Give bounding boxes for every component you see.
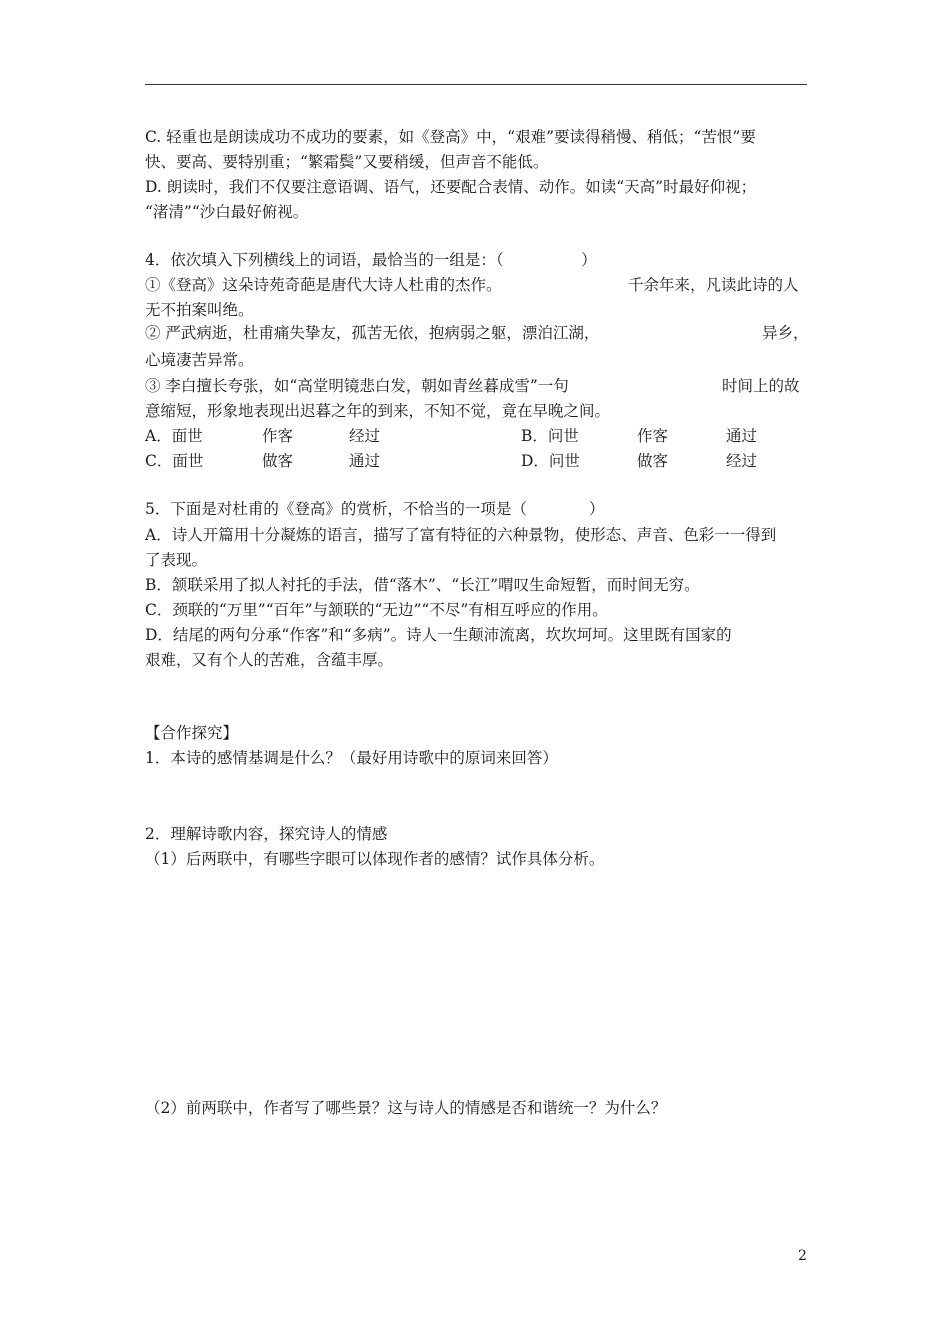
coop-heading: 【合作探究】 <box>145 724 239 742</box>
q4-sentence1-part2: 千余年来，凡读此诗的人 <box>628 276 799 294</box>
q4-sentence2-line2: 心境凄苦异常。 <box>145 351 254 369</box>
q5-option-d-line2: 艰难，又有个人的苦难，含蕴丰厚。 <box>145 651 394 669</box>
coop-question-2: 2．理解诗歌内容，探究诗人的情感 <box>145 825 388 843</box>
q5-option-a-line1: A．诗人开篇用十分凝炼的语言，描写了富有特征的六种景物，使形态、声音、色彩一一得到 <box>145 526 777 544</box>
q4-option-d-word2: 做客 <box>637 452 669 470</box>
q4-sentence1-part1: ①《登高》这朵诗苑奇葩是唐代大诗人杜甫的杰作。 <box>145 276 502 294</box>
page-number: 2 <box>798 1248 807 1264</box>
q3-option-c-line1: C. 轻重也是朗读成功不成功的要素，如《登高》中，“艰难”要读得稍慢、稍低；“苦恨”要 <box>145 128 756 146</box>
q4-option-d-label: D．问世 <box>521 452 580 470</box>
q4-option-a-label: A．面世 <box>145 427 203 445</box>
q4-sentence3-part2: 时间上的故 <box>722 377 800 395</box>
q4-option-c-word2: 做客 <box>262 452 294 470</box>
coop-question-2-2: （2）前两联中，作者写了哪些景？这与诗人的情感是否和谐统一？为什么？ <box>145 1099 667 1117</box>
q4-sentence3-line2: 意缩短，形象地表现出迟暮之年的到来，不知不觉，竟在早晚之间。 <box>145 402 611 420</box>
q4-option-b-word3: 通过 <box>726 427 758 445</box>
q4-sentence2-part1: ② 严武病逝，杜甫痛失挚友，孤苦无依，抱病弱之躯，漂泊江湖， <box>145 324 600 342</box>
q4-option-b-word2: 作客 <box>637 427 669 445</box>
q4-stem: 4．依次填入下列横线上的词语，最恰当的一组是：（ ） <box>145 251 597 269</box>
q5-option-a-line2: 了表现。 <box>145 551 208 569</box>
q4-option-c-word3: 通过 <box>349 452 381 470</box>
header-rule <box>145 84 807 85</box>
q5-option-b: B．颔联采用了拟人衬托的手法，借“落木”、“长江”喟叹生命短暂，而时间无穷。 <box>145 576 700 594</box>
q4-option-a-word2: 作客 <box>262 427 294 445</box>
q3-option-d-line2: “渚清”“沙白最好俯视。 <box>145 203 309 221</box>
q4-option-d-word3: 经过 <box>726 452 758 470</box>
q4-option-c-label: C．面世 <box>145 452 204 470</box>
q3-option-d-line1: D. 朗读时，我们不仅要注意语调、语气，还要配合表情、动作。如读“天高”时最好仰视； <box>145 178 757 196</box>
q4-sentence1-line2: 无不拍案叫绝。 <box>145 301 254 319</box>
q5-option-c: C．颈联的“万里”“百年”与颔联的“无边”“不尽”有相互呼应的作用。 <box>145 601 608 619</box>
q4-option-b-label: B．问世 <box>521 427 579 445</box>
q4-option-a-word3: 经过 <box>349 427 381 445</box>
q5-stem: 5．下面是对杜甫的《登高》的赏析，不恰当的一项是（ ） <box>145 500 605 518</box>
q5-option-d-line1: D．结尾的两句分承“作客”和“多病”。诗人一生颠沛流离，坎坎坷坷。这里既有国家的 <box>145 626 732 644</box>
coop-question-1: 1．本诗的感情基调是什么？（最好用诗歌中的原词来回答） <box>145 749 558 767</box>
q4-sentence2-part2: 异乡， <box>762 324 809 342</box>
coop-question-2-1: （1）后两联中，有哪些字眼可以体现作者的感情？试作具体分析。 <box>145 850 605 868</box>
q4-sentence3-part1: ③ 李白擅长夸张，如“高堂明镜悲白发，朝如青丝暮成雪”一句 <box>145 377 569 395</box>
q3-option-c-line2: 快、要高、要特别重；“繁霜鬓”又要稍缓，但声音不能低。 <box>145 153 549 171</box>
